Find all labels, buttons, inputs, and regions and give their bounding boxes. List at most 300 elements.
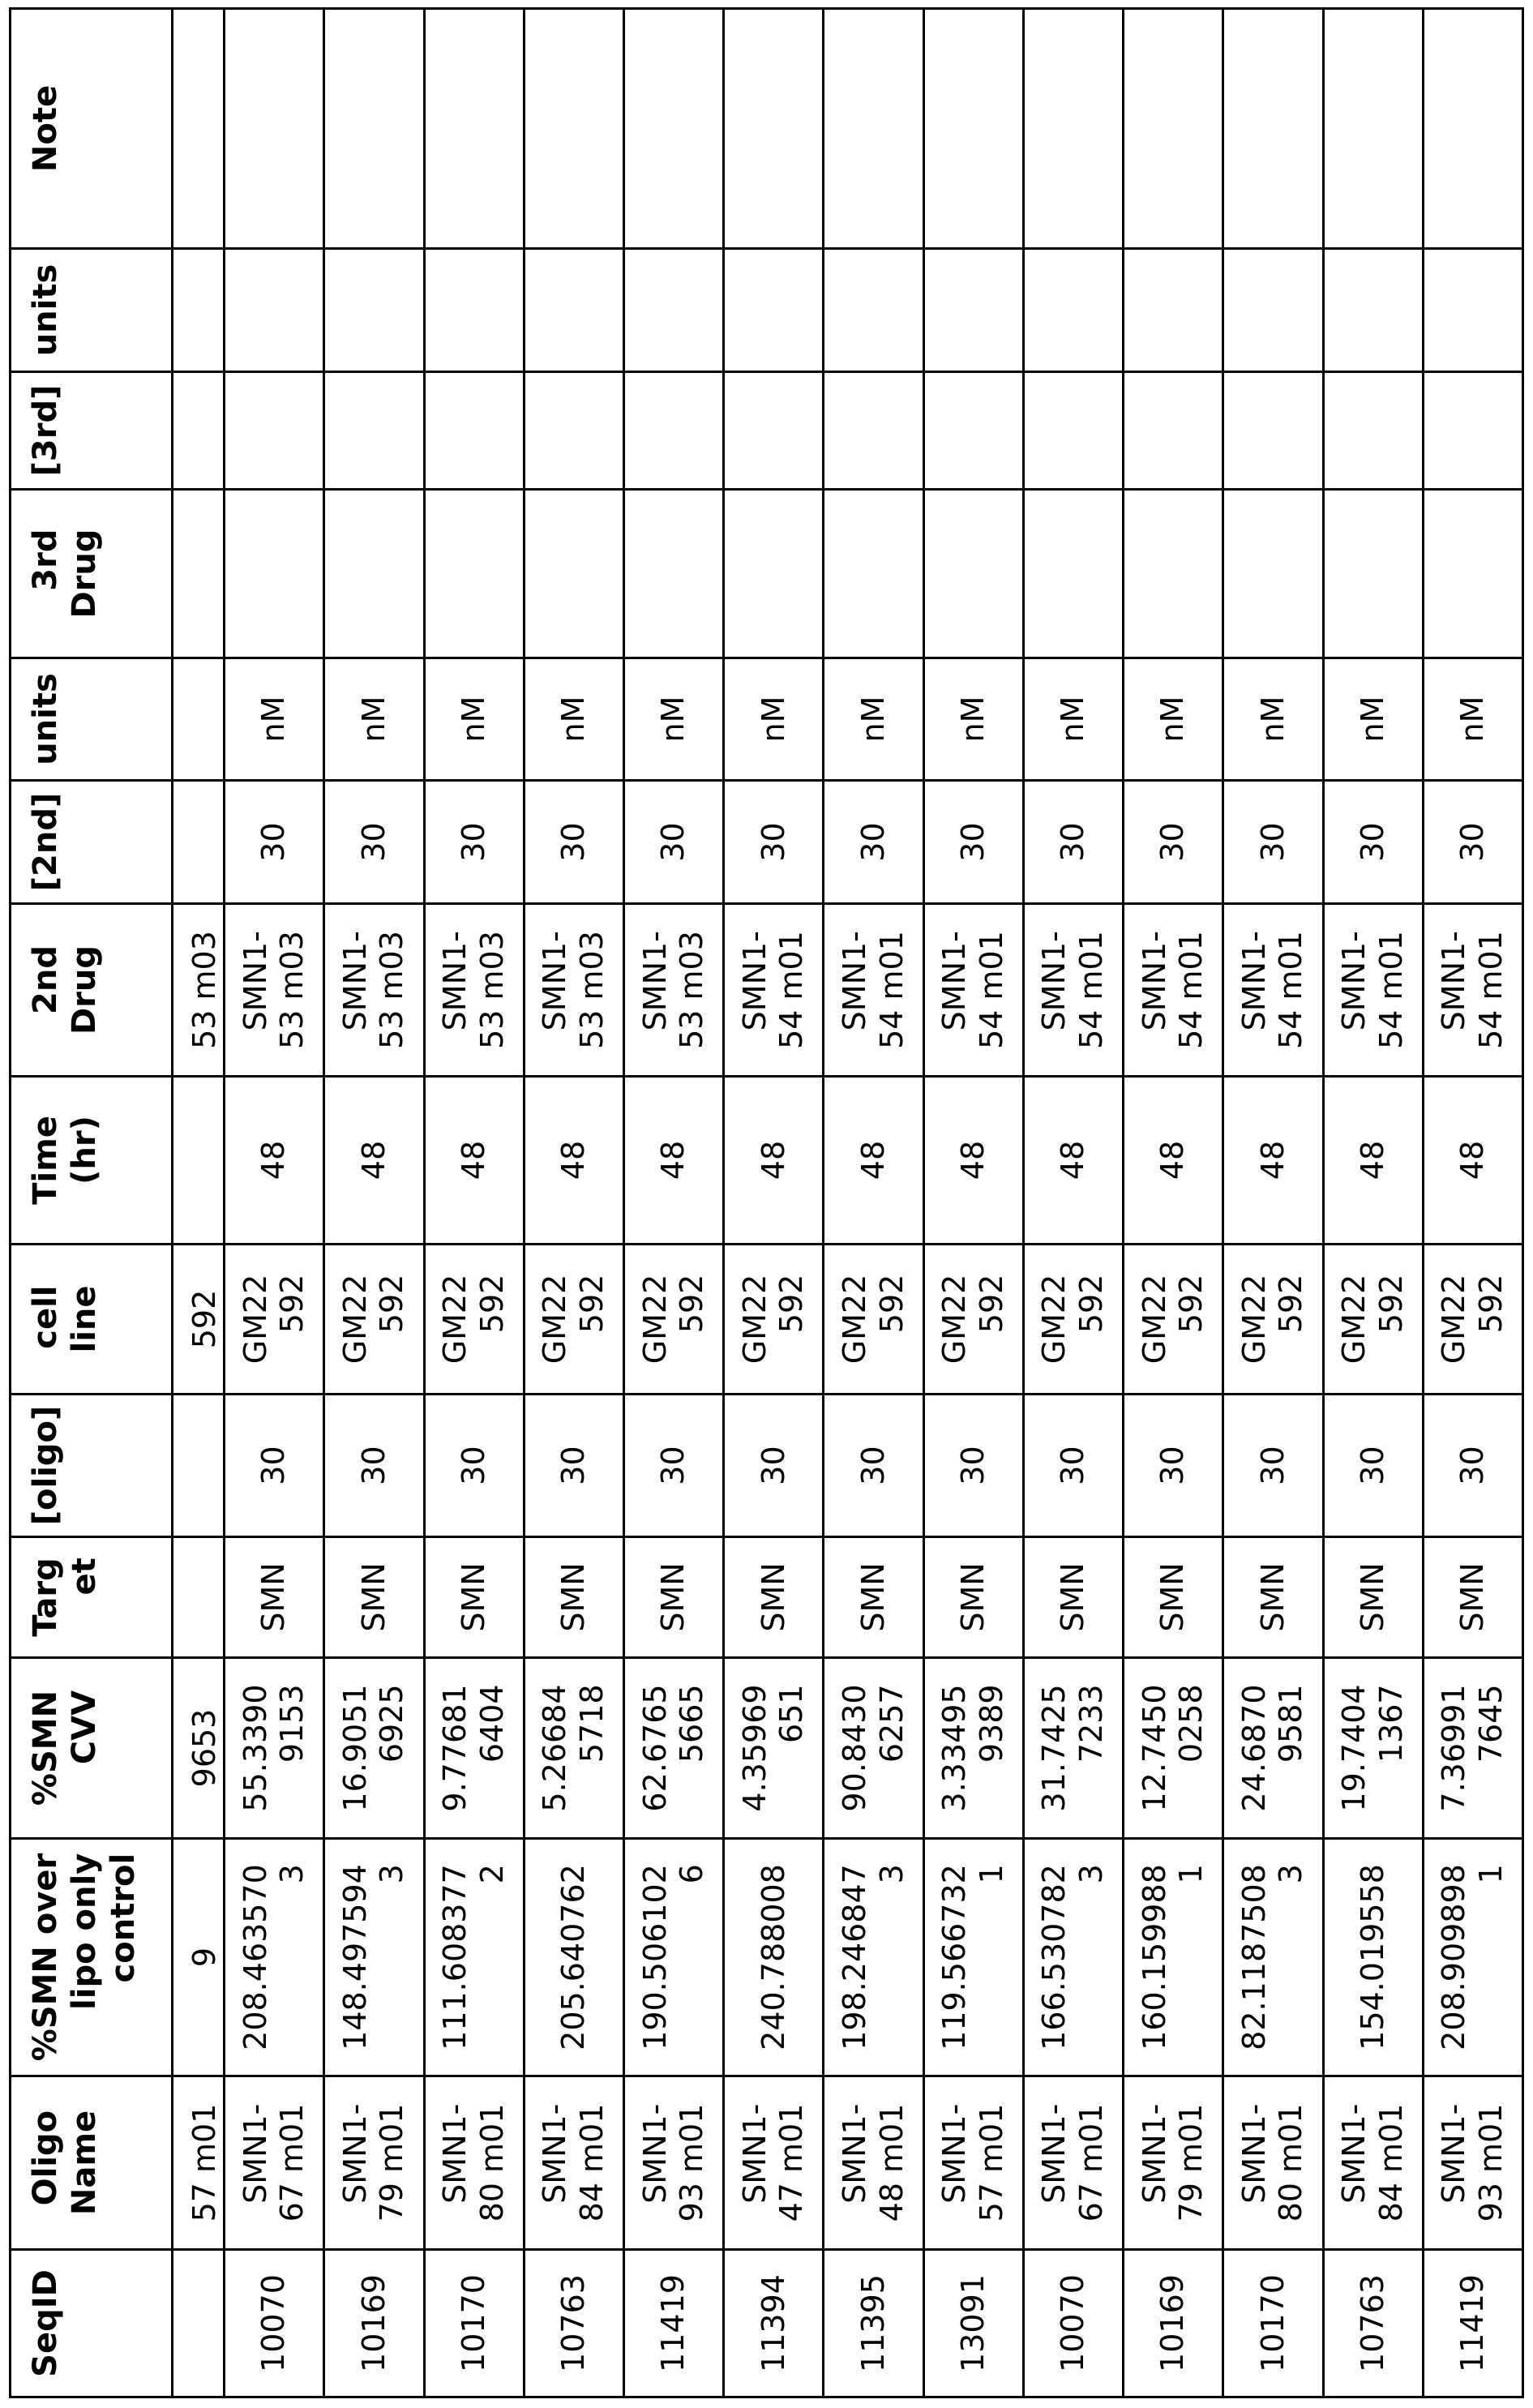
cell-2nd-conc [1023, 781, 1123, 904]
cell-3rd-conc [524, 372, 623, 490]
cell-seqid [324, 2250, 424, 2397]
cell-text: SMN [355, 1562, 392, 1632]
cell-text: 30 [655, 1446, 692, 1485]
cell-3rd-conc [923, 372, 1023, 490]
cell-time [424, 1077, 524, 1245]
header-label: units [27, 673, 64, 765]
cell-text: 30 [755, 1446, 791, 1485]
cell-oligo-conc [724, 1395, 824, 1537]
cell-smn-over-lipo [1124, 1839, 1223, 2076]
cell-2nd-conc [624, 781, 724, 904]
cell-smn-over-lipo [923, 1839, 1023, 2076]
cell-smn-cvv [225, 1658, 324, 1839]
cell-text: SMN1- 54 m01 [936, 931, 1009, 1049]
cell-cell-line [1323, 1245, 1423, 1395]
cell-2nd-units [173, 658, 225, 781]
cell-note [173, 9, 225, 249]
cell-text: 31.7425 7233 [1036, 1684, 1109, 1812]
cell-text: GM22 592 [537, 1274, 610, 1365]
cell-cell-line [1223, 1245, 1323, 1395]
cell-target [1423, 1537, 1522, 1658]
cell-text: GM22 592 [1036, 1274, 1109, 1365]
cell-2nd-drug [225, 904, 324, 1077]
cell-3rd-units [1423, 249, 1522, 372]
header-label: Oligo Name [27, 2110, 103, 2216]
cell-3rd-drug [1023, 490, 1123, 658]
cell-text: SMN [954, 1562, 991, 1632]
cell-3rd-drug [1323, 490, 1423, 658]
cell-target [225, 1537, 324, 1658]
cell-2nd-conc [225, 781, 324, 904]
cell-text: 30 [455, 822, 491, 862]
cell-note [923, 9, 1023, 249]
cell-oligo-name [624, 2076, 724, 2250]
cell-3rd-conc [824, 372, 923, 490]
cell-text: 48 [355, 1140, 392, 1180]
cell-cell-line [225, 1245, 324, 1395]
cell-text: GM22 592 [1336, 1274, 1409, 1365]
cell-2nd-conc [824, 781, 923, 904]
cell-time [824, 1077, 923, 1245]
cell-text: 205.640762 [555, 1864, 592, 2050]
cell-text: 30 [655, 822, 692, 862]
cell-note [524, 9, 623, 249]
cell-text: SMN1- 54 m01 [1235, 931, 1309, 1049]
cell-3rd-units [324, 249, 424, 372]
cell-text: 119.566732 1 [936, 1864, 1009, 2050]
cell-text: 10169 [355, 2274, 392, 2372]
cell-text: SMN [555, 1562, 592, 1632]
cell-text: nM [655, 696, 692, 743]
cell-note [424, 9, 524, 249]
header-3rd-units [11, 249, 173, 372]
cell-text: SMN1- 53 m03 [336, 931, 410, 1049]
cell-seqid [824, 2250, 923, 2397]
cell-3rd-drug [624, 490, 724, 658]
cell-text: 30 [755, 822, 791, 862]
header-label: 2nd Drug [27, 945, 103, 1035]
cell-3rd-drug [173, 490, 225, 658]
cell-text: 9 [186, 1947, 222, 1968]
cell-3rd-units [824, 249, 923, 372]
cell-text: nM [1254, 696, 1291, 743]
cell-3rd-drug [1124, 490, 1223, 658]
cell-note [724, 9, 824, 249]
cell-3rd-drug [524, 490, 623, 658]
cell-3rd-conc [1023, 372, 1123, 490]
cell-text: 148.497594 3 [336, 1864, 410, 2050]
cell-oligo-conc [424, 1395, 524, 1537]
cell-smn-cvv [824, 1658, 923, 1839]
cell-oligo-conc [225, 1395, 324, 1537]
cell-smn-cvv [173, 1658, 225, 1839]
cell-text: 30 [954, 822, 991, 862]
cell-2nd-conc [1423, 781, 1522, 904]
cell-text: SMN [655, 1562, 692, 1632]
cell-2nd-drug [1023, 904, 1123, 1077]
cell-2nd-drug [824, 904, 923, 1077]
cell-text: nM [1454, 696, 1491, 743]
cell-2nd-units [324, 658, 424, 781]
cell-2nd-drug [1423, 904, 1522, 1077]
cell-smn-cvv [324, 1658, 424, 1839]
cell-3rd-units [923, 249, 1023, 372]
table-row [424, 9, 524, 2397]
cell-text: SMN1- 54 m01 [736, 931, 810, 1049]
cell-2nd-conc [424, 781, 524, 904]
cell-text: 30 [1055, 822, 1091, 862]
cell-smn-over-lipo [324, 1839, 424, 2076]
cell-cell-line [324, 1245, 424, 1395]
cell-cell-line [173, 1245, 225, 1395]
cell-3rd-units [1223, 249, 1323, 372]
cell-text: 30 [355, 1446, 392, 1485]
cell-oligo-name [324, 2076, 424, 2250]
cell-cell-line [824, 1245, 923, 1395]
cell-seqid [624, 2250, 724, 2397]
cell-text: 3.33495 9389 [936, 1684, 1009, 1812]
cell-seqid [1223, 2250, 1323, 2397]
cell-text: 10169 [1154, 2274, 1191, 2372]
cell-text: SMN [455, 1562, 491, 1632]
cell-3rd-drug [1223, 490, 1323, 658]
cell-oligo-conc [923, 1395, 1023, 1537]
cell-2nd-units [424, 658, 524, 781]
cell-text: 11419 [655, 2274, 692, 2372]
cell-oligo-name [1323, 2076, 1423, 2250]
cell-text: SMN [1154, 1562, 1191, 1632]
cell-text: SMN1- 67 m01 [237, 2103, 310, 2222]
cell-text: 30 [1354, 822, 1390, 862]
cell-text: 30 [1454, 822, 1491, 862]
cell-seqid [724, 2250, 824, 2397]
cell-time [1423, 1077, 1522, 1245]
cell-cell-line [624, 1245, 724, 1395]
cell-smn-over-lipo [524, 1839, 623, 2076]
cell-text: GM22 592 [437, 1274, 510, 1365]
cell-cell-line [424, 1245, 524, 1395]
cell-text: SMN1- 53 m03 [636, 931, 710, 1049]
cell-2nd-conc [173, 781, 225, 904]
cell-text: SMN1- 48 m01 [836, 2103, 910, 2222]
cell-target [923, 1537, 1023, 1658]
cell-time [1323, 1077, 1423, 1245]
cell-text: 48 [954, 1140, 991, 1180]
table-row [1023, 9, 1123, 2397]
cell-text: 30 [355, 822, 392, 862]
cell-text: nM [755, 696, 791, 743]
cell-text: 16.9051 6925 [336, 1684, 410, 1812]
cell-text: 30 [555, 822, 592, 862]
cell-3rd-drug [225, 490, 324, 658]
cell-3rd-conc [424, 372, 524, 490]
cell-note [824, 9, 923, 249]
cell-text: SMN1- 53 m03 [437, 931, 510, 1049]
cell-text: 30 [255, 1446, 292, 1485]
cell-seqid [1124, 2250, 1223, 2397]
cell-text: SMN1- 67 m01 [1036, 2103, 1109, 2222]
cell-text: SMN [854, 1562, 891, 1632]
cell-text: 12.7450 0258 [1136, 1684, 1210, 1812]
cell-3rd-conc [1223, 372, 1323, 490]
cell-2nd-conc [524, 781, 623, 904]
cell-note [1423, 9, 1522, 249]
cell-2nd-drug [1323, 904, 1423, 1077]
cell-text: GM22 592 [1235, 1274, 1309, 1365]
cell-time [624, 1077, 724, 1245]
cell-3rd-conc [1323, 372, 1423, 490]
header-2nd-units [11, 658, 173, 781]
cell-text: nM [455, 696, 491, 743]
cell-oligo-conc [624, 1395, 724, 1537]
cell-oligo-name [1023, 2076, 1123, 2250]
cell-time [1023, 1077, 1123, 1245]
cell-text: 48 [455, 1140, 491, 1180]
cell-3rd-drug [724, 490, 824, 658]
table-row [824, 9, 923, 2397]
cell-text: SMN1- 54 m01 [1336, 931, 1409, 1049]
cell-oligo-conc [824, 1395, 923, 1537]
cell-3rd-units [225, 249, 324, 372]
cell-text: 48 [555, 1140, 592, 1180]
cell-note [624, 9, 724, 249]
header-cell-line [11, 1245, 173, 1395]
cell-smn-cvv [923, 1658, 1023, 1839]
cell-oligo-name [1423, 2076, 1522, 2250]
cell-text: 208.909898 1 [1436, 1864, 1509, 2050]
cell-text: 30 [954, 1446, 991, 1485]
cell-text: SMN1- 79 m01 [1136, 2103, 1210, 2222]
cell-time [923, 1077, 1023, 1245]
cell-2nd-drug [324, 904, 424, 1077]
cell-3rd-drug [1423, 490, 1522, 658]
cell-target [1124, 1537, 1223, 1658]
cell-text: 166.530782 3 [1036, 1864, 1109, 2050]
cell-3rd-conc [724, 372, 824, 490]
cell-3rd-units [424, 249, 524, 372]
cell-text: nM [355, 696, 392, 743]
header-smn-cvv [11, 1658, 173, 1839]
cell-text: GM22 592 [237, 1274, 310, 1365]
cell-target [1223, 1537, 1323, 1658]
table-row [923, 9, 1023, 2397]
cell-smn-over-lipo [173, 1839, 225, 2076]
cell-text: GM22 592 [636, 1274, 710, 1365]
cell-3rd-conc [324, 372, 424, 490]
header-label: cell line [27, 1285, 103, 1353]
cell-text: 240.788008 [755, 1864, 791, 2050]
cell-text: GM22 592 [936, 1274, 1009, 1365]
cell-2nd-conc [724, 781, 824, 904]
table-row [225, 9, 324, 2397]
cell-time [524, 1077, 623, 1245]
cell-note [1223, 9, 1323, 249]
cell-smn-over-lipo [1223, 1839, 1323, 2076]
cell-oligo-conc [1423, 1395, 1522, 1537]
cell-2nd-units [524, 658, 623, 781]
cell-text: SMN1- 84 m01 [537, 2103, 610, 2222]
cell-target [624, 1537, 724, 1658]
cell-smn-cvv [1323, 1658, 1423, 1839]
cell-2nd-drug [1124, 904, 1223, 1077]
cell-text: nM [1055, 696, 1091, 743]
cell-text: SMN1- 57 m01 [936, 2103, 1009, 2222]
header-label: [oligo] [27, 1405, 64, 1526]
results-table [9, 7, 1524, 2398]
cell-text: SMN1- 54 m01 [1136, 931, 1210, 1049]
cell-text: SMN1- 93 m01 [1436, 2103, 1509, 2222]
cell-text: 198.246847 3 [836, 1864, 910, 2050]
cell-oligo-name [1124, 2076, 1223, 2250]
cell-text: 30 [1254, 822, 1291, 862]
cell-text: 30 [854, 1446, 891, 1485]
cell-target [724, 1537, 824, 1658]
cell-text: 11395 [854, 2274, 891, 2372]
header-3rd-drug [11, 490, 173, 658]
cell-target [173, 1537, 225, 1658]
table-row [724, 9, 824, 2397]
header-time [11, 1077, 173, 1245]
cell-2nd-units [824, 658, 923, 781]
cell-text: 30 [1254, 1446, 1291, 1485]
cell-seqid [1423, 2250, 1522, 2397]
header-oligo-conc [11, 1395, 173, 1537]
header-label: 3rd Drug [27, 529, 103, 619]
cell-cell-line [724, 1245, 824, 1395]
cell-3rd-conc [1124, 372, 1223, 490]
cell-text: 30 [1154, 1446, 1191, 1485]
cell-smn-over-lipo [1323, 1839, 1423, 2076]
cell-2nd-units [923, 658, 1023, 781]
cell-text: 30 [455, 1446, 491, 1485]
cell-text: 48 [1154, 1140, 1191, 1180]
cell-text: GM22 592 [836, 1274, 910, 1365]
cell-cell-line [923, 1245, 1023, 1395]
header-2nd-drug [11, 904, 173, 1077]
cell-text: 48 [755, 1140, 791, 1180]
cell-oligo-name [1223, 2076, 1323, 2250]
cell-oligo-name [173, 2076, 225, 2250]
cell-text: 48 [1055, 1140, 1091, 1180]
cell-text: 7.36991 7645 [1436, 1684, 1509, 1812]
cell-oligo-conc [1323, 1395, 1423, 1537]
cell-smn-cvv [424, 1658, 524, 1839]
cell-text: 160.159988 1 [1136, 1864, 1210, 2050]
cell-text: 10170 [455, 2274, 491, 2372]
cell-oligo-conc [1023, 1395, 1123, 1537]
cell-smn-over-lipo [424, 1839, 524, 2076]
header-label: %SMN over lipo only control [27, 1853, 142, 2062]
cell-text: SMN1- 53 m03 [537, 931, 610, 1049]
cell-text: nM [555, 696, 592, 743]
cell-cell-line [1124, 1245, 1223, 1395]
cell-text: 10070 [1055, 2274, 1091, 2372]
cell-target [824, 1537, 923, 1658]
header-label: Targ et [27, 1557, 103, 1637]
cell-smn-cvv [1023, 1658, 1123, 1839]
cell-oligo-name [724, 2076, 824, 2250]
header-row [11, 9, 173, 2397]
cell-seqid [225, 2250, 324, 2397]
header-label: [2nd] [27, 792, 64, 892]
cell-time [724, 1077, 824, 1245]
cell-3rd-units [1023, 249, 1123, 372]
cell-oligo-conc [324, 1395, 424, 1537]
cell-text: GM22 592 [1136, 1274, 1210, 1365]
cell-text: 208.463570 3 [237, 1864, 310, 2050]
cell-target [1323, 1537, 1423, 1658]
cell-text: 11419 [1454, 2274, 1491, 2372]
header-label: units [27, 264, 64, 357]
cell-smn-cvv [724, 1658, 824, 1839]
header-label: [3rd] [27, 384, 64, 477]
cell-text: nM [954, 696, 991, 743]
cell-time [324, 1077, 424, 1245]
cell-smn-cvv [524, 1658, 623, 1839]
cell-text: 10070 [255, 2274, 292, 2372]
cell-text: SMN [1354, 1562, 1390, 1632]
cell-text: SMN1- 53 m03 [237, 931, 310, 1049]
cell-text: SMN [255, 1562, 292, 1632]
cell-text: 592 [186, 1289, 222, 1349]
cell-text: nM [255, 696, 292, 743]
cell-text: 62.6765 5665 [636, 1684, 710, 1812]
cell-text: SMN1- 54 m01 [1036, 931, 1109, 1049]
cell-note [324, 9, 424, 249]
table-row [324, 9, 424, 2397]
cell-2nd-units [225, 658, 324, 781]
cell-2nd-units [1124, 658, 1223, 781]
cell-smn-over-lipo [624, 1839, 724, 2076]
cell-3rd-conc [1423, 372, 1522, 490]
cell-2nd-conc [923, 781, 1023, 904]
cell-target [424, 1537, 524, 1658]
cell-target [1023, 1537, 1123, 1658]
cell-text: 30 [1154, 822, 1191, 862]
cell-time [225, 1077, 324, 1245]
cell-text: nM [854, 696, 891, 743]
cell-text: 30 [854, 822, 891, 862]
header-label: %SMN CVV [27, 1690, 103, 1806]
cell-cell-line [524, 1245, 623, 1395]
header-label: Note [27, 84, 64, 173]
cell-note [1023, 9, 1123, 249]
cell-text: 30 [1454, 1446, 1491, 1485]
cell-text: 82.1187508 3 [1235, 1864, 1309, 2050]
cell-3rd-units [524, 249, 623, 372]
cell-text: SMN1- 54 m01 [1436, 931, 1509, 1049]
cell-text: 57 m01 [186, 2103, 222, 2222]
cell-2nd-drug [173, 904, 225, 1077]
cell-text: nM [1354, 696, 1390, 743]
cell-text: 55.3390 9153 [237, 1684, 310, 1812]
cell-note [1124, 9, 1223, 249]
cell-text: 48 [854, 1140, 891, 1180]
cell-text: GM22 592 [336, 1274, 410, 1365]
cell-text: SMN1- 54 m01 [836, 931, 910, 1049]
cell-text: 10763 [555, 2274, 592, 2372]
cell-text: SMN1- 80 m01 [437, 2103, 510, 2222]
table-row [1223, 9, 1323, 2397]
cell-smn-over-lipo [1023, 1839, 1123, 2076]
cell-cell-line [1023, 1245, 1123, 1395]
cell-3rd-conc [173, 372, 225, 490]
cell-text: 48 [1354, 1140, 1390, 1180]
cell-text: GM22 592 [1436, 1274, 1509, 1365]
cell-3rd-units [724, 249, 824, 372]
cell-smn-over-lipo [824, 1839, 923, 2076]
header-seqid [11, 2250, 173, 2397]
